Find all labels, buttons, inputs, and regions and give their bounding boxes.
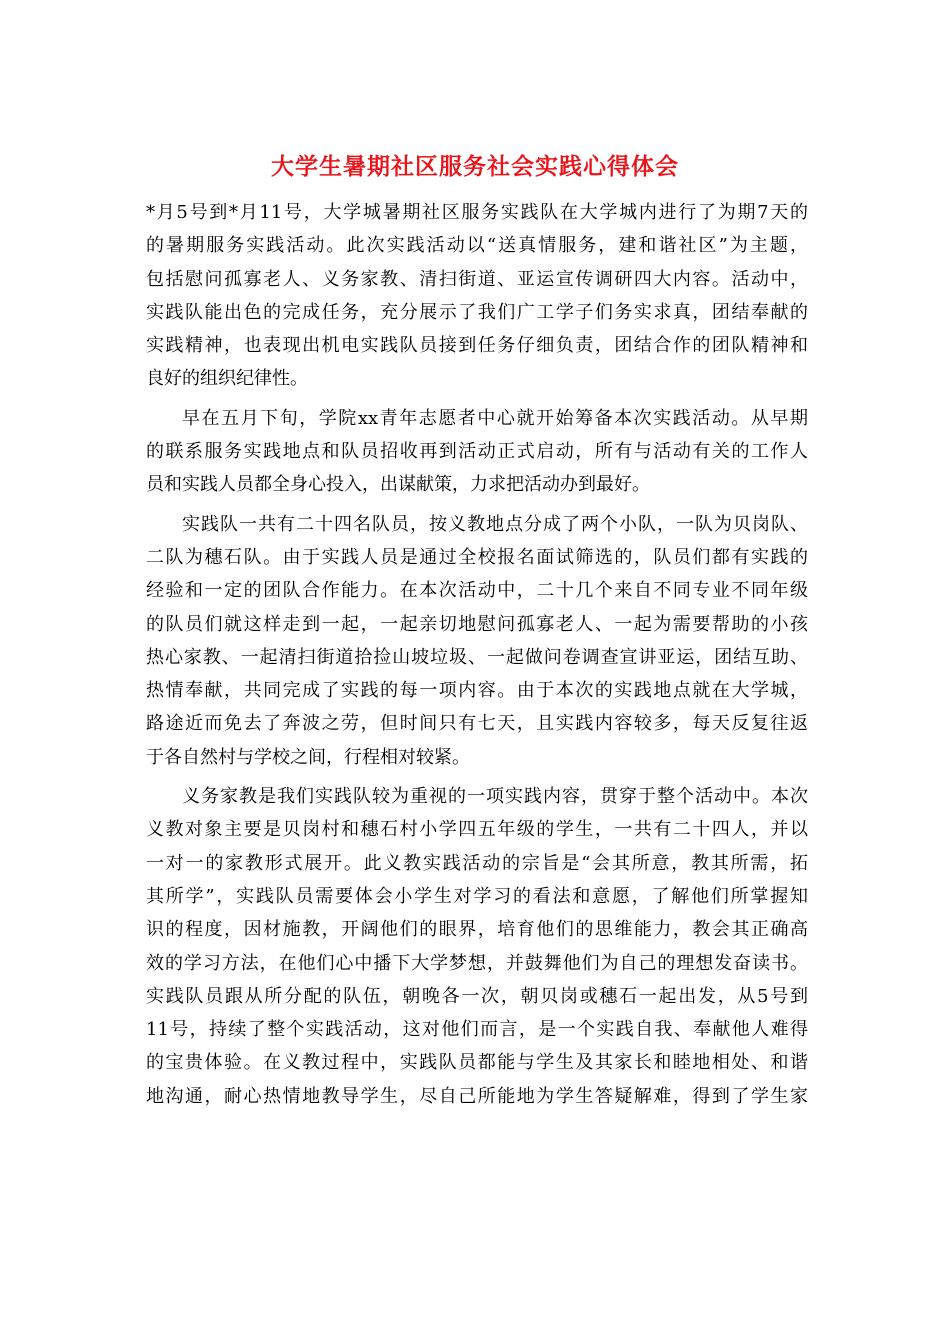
text-line: 实践精神，也表现出机电实践队员接到任务仔细负责，团结合作的团队精神和 — [146, 335, 808, 357]
text-line: 义务家教是我们实践队较为重视的一项实践内容，贯穿于整个活动中。本次 — [182, 786, 808, 808]
document-body — [146, 196, 808, 1119]
text-line: 员和实践人员都全身心投入，出谋献策，力求把活动办到最好。 — [146, 474, 650, 496]
text-line: 义教对象主要是贝岗村和穗石村小学四五年级的学生，一共有二十四人，并以 — [146, 819, 808, 841]
text-line: 的队员们就这样走到一起，一起亲切地慰问孤寡老人、一起为需要帮助的小孩 — [146, 613, 808, 635]
text-line: 二队为穗石队。由于实践人员是通过全校报名面试筛选的，队员们都有实践的 — [146, 546, 808, 568]
document-title: 大学生暑期社区服务社会实践心得体会 — [271, 153, 679, 180]
text-line: *月5号到*月11号，大学城暑期社区服务实践队在大学城内进行了为期7天的 — [146, 202, 808, 223]
paragraph-3 — [146, 508, 808, 774]
text-line: 的宝贵体验。在义教过程中，实践队员都能与学生及其家长和睦地相处、和谐 — [146, 1052, 808, 1074]
text-line: 实践队能出色的完成任务，充分展示了我们广工学子们务实求真，团结奉献的 — [146, 301, 808, 323]
paragraph-2 — [146, 402, 808, 502]
text-line: 实践队员跟从所分配的队伍，朝晚各一次，朝贝岗或穗石一起出发，从5号到 — [146, 985, 808, 1007]
text-line: 良好的组织纪律性。 — [146, 368, 308, 390]
text-line: 热心家教、一起清扫街道拾捡山坡垃圾、一起做问卷调查宣讲亚运，团结互助、 — [146, 646, 808, 668]
paragraph-4 — [146, 780, 808, 1113]
text-line: 实践队一共有二十四名队员，按义教地点分成了两个小队，一队为贝岗队、 — [182, 513, 808, 535]
text-line: 效的学习方法，在他们心中播下大学梦想，并鼓舞他们为自己的理想发奋读书。 — [146, 952, 808, 974]
text-line: 11号，持续了整个实践活动，这对他们而言，是一个实践自我、奉献他人难得 — [146, 1019, 808, 1041]
text-line: 热情奉献，共同完成了实践的每一项内容。由于本次的实践地点就在大学城， — [146, 680, 808, 702]
text-line: 经验和一定的团队合作能力。在本次活动中，二十几个来自不同专业不同年级 — [146, 580, 808, 602]
text-line: 一对一的家教形式展开。此义教实践活动的宗旨是“会其所意，教其所需，拓 — [146, 852, 808, 874]
text-line: 其所学”，实践队员需要体会小学生对学习的看法和意愿，了解他们所掌握知 — [146, 885, 808, 907]
text-line: 的暑期服务实践活动。此次实践活动以“送真情服务，建和谐社区”为主题， — [146, 235, 808, 257]
text-line: 包括慰问孤寡老人、义务家教、清扫街道、亚运宣传调研四大内容。活动中， — [146, 268, 808, 290]
text-line: 识的程度，因材施教，开阔他们的眼界，培育他们的思维能力，教会其正确高 — [146, 919, 808, 941]
paragraph-1 — [146, 196, 808, 396]
text-line: 于各自然村与学校之间，行程相对较紧。 — [146, 746, 470, 768]
text-line: 的联系服务实践地点和队员招收再到活动正式启动，所有与活动有关的工作人 — [146, 441, 808, 463]
text-line: 地沟通，耐心热情地教导学生，尽自己所能地为学生答疑解难，得到了学生家 — [146, 1085, 808, 1107]
text-line: 路途近而免去了奔波之劳，但时间只有七天，且实践内容较多，每天反复往返 — [146, 713, 808, 735]
text-line: 早在五月下旬，学院xx青年志愿者中心就开始筹备本次实践活动。从早期 — [182, 407, 808, 429]
